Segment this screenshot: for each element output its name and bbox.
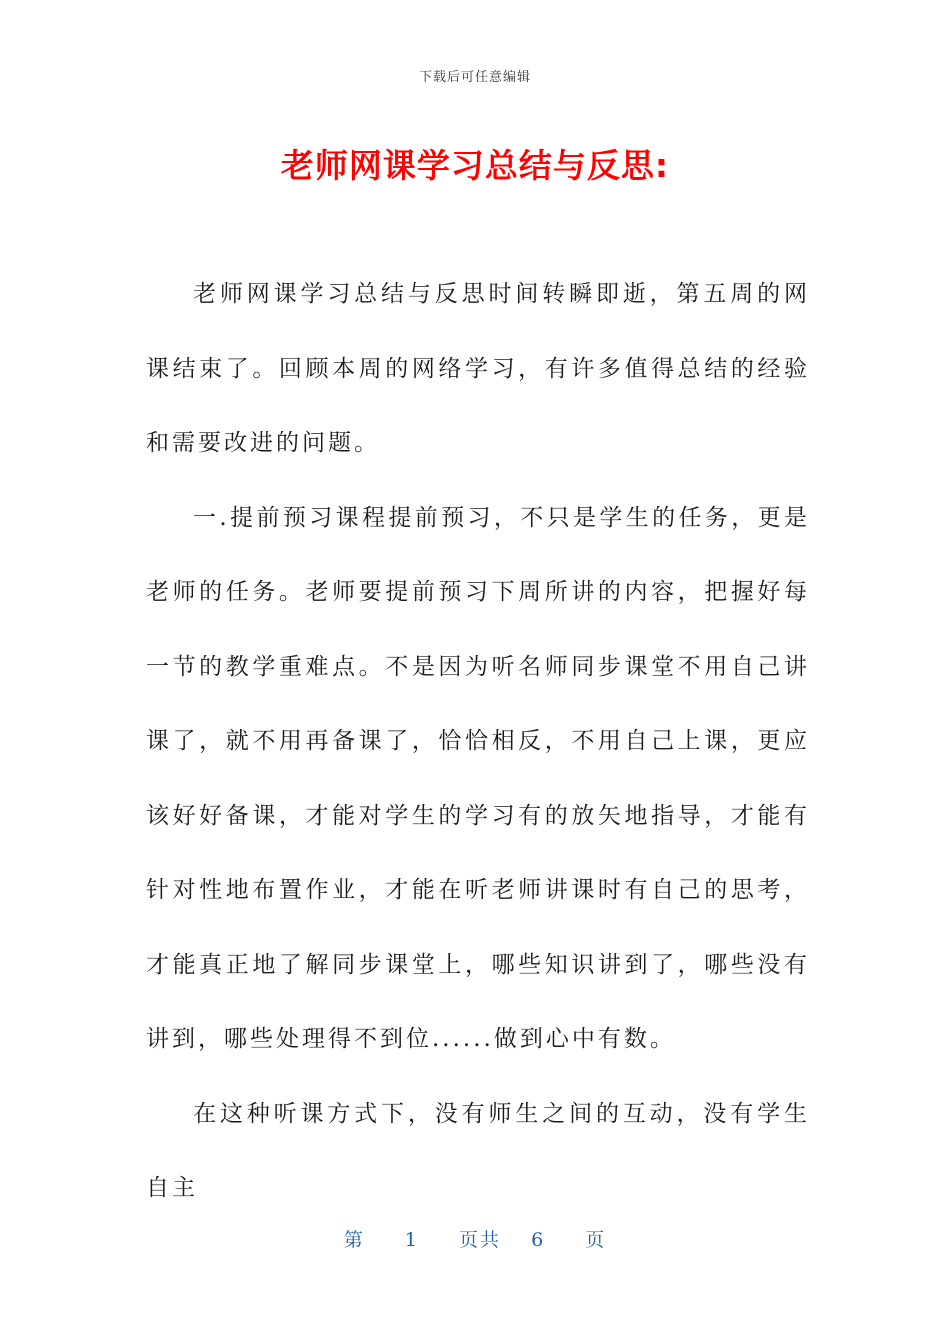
- paragraph-listening: 在这种听课方式下，没有师生之间的互动，没有学生自主: [146, 1100, 810, 1201]
- page-prefix: 第: [343, 1229, 365, 1251]
- paragraph-intro: 老师网课学习总结与反思时间转瞬即逝，第五周的网课结束了。回顾本周的网络学习，有许多值得总结的经验和需要改进的问题。: [146, 281, 810, 456]
- document-title: 老师网课学习总结与反思:: [280, 146, 670, 185]
- page-suffix: 页: [585, 1229, 607, 1251]
- page-mid: 页共: [458, 1229, 501, 1251]
- page-footer: [0, 1225, 950, 1252]
- document-body: [146, 257, 810, 1226]
- page-current: 1: [404, 1229, 419, 1251]
- page-total: 6: [531, 1229, 546, 1251]
- header-note: 下载后可任意编辑: [418, 70, 531, 85]
- paragraph-preview: 一.提前预习课程提前预习，不只是学生的任务，更是老师的任务。老师要提前预习下周所讲的内容，把握好每一节的教学重难点。不是因为听名师同步课堂不用自己讲课了，就不用再备课了，恰恰相反，不用自己上课，更应该好好备课，才能对学生的学习有的放矢地指导，才能有针对性地布置作业，才能在听老师讲课时有自己的思考，才能真正地了解同步课堂上，哪些知识讲到了，哪些没有讲到，哪些处理得不到位......做到心中有数。: [146, 504, 810, 1052]
